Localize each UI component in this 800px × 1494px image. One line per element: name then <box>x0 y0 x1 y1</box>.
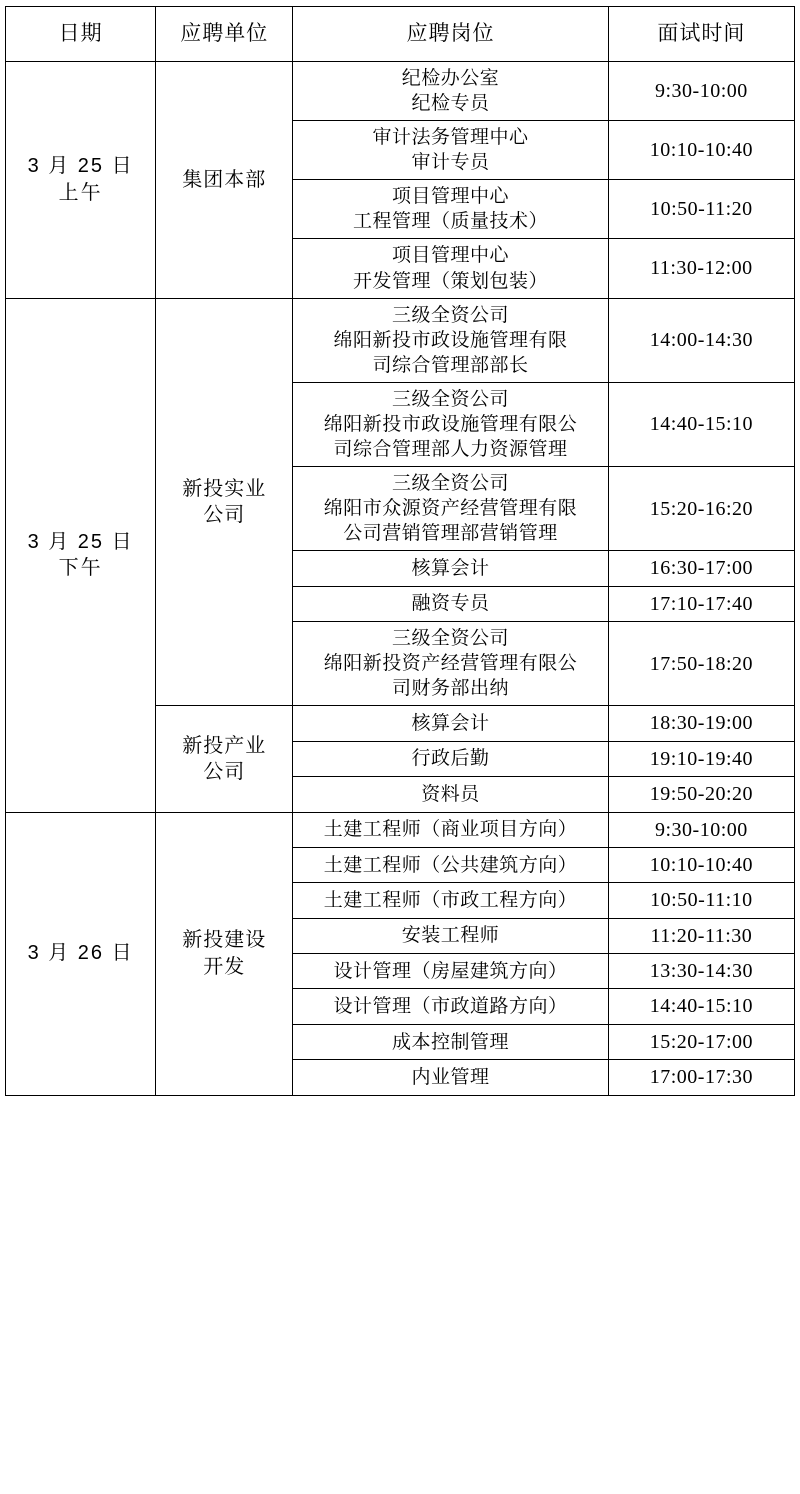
text-line: 核算会计 <box>411 557 490 579</box>
time-cell: 17:00-17:30 <box>608 1060 794 1095</box>
date-cell <box>6 62 156 299</box>
post-cell <box>293 298 608 382</box>
unit-cell <box>156 706 293 812</box>
post-cell <box>293 812 608 847</box>
text-line: 上午 <box>58 181 103 204</box>
post-cell <box>293 551 608 586</box>
time-cell: 13:30-14:30 <box>608 954 794 989</box>
text-line: 融资专员 <box>411 593 490 615</box>
text-line: 新投实业 <box>182 477 267 500</box>
text-line: 成本控制管理 <box>392 1031 510 1053</box>
text-line: 三级全资公司 <box>392 473 510 495</box>
text-line: 土建工程师（公共建筑方向） <box>323 854 578 876</box>
post-cell <box>293 382 608 466</box>
text-line: 绵阳新投市政设施管理有限公 <box>323 413 578 435</box>
column-header-post: 应聘岗位 <box>293 7 608 62</box>
time-cell: 14:40-15:10 <box>608 382 794 466</box>
text-line: 设计管理（市政道路方向） <box>333 996 568 1018</box>
date-cell <box>6 298 156 812</box>
column-header-unit: 应聘单位 <box>156 7 293 62</box>
table-header-row <box>6 7 795 62</box>
time-cell: 14:00-14:30 <box>608 298 794 382</box>
post-cell <box>293 883 608 918</box>
unit-cell <box>156 62 293 299</box>
text-line: 开发管理（策划包装） <box>353 270 549 292</box>
post-cell <box>293 121 608 180</box>
time-cell: 10:10-10:40 <box>608 847 794 882</box>
text-line: 资料员 <box>421 783 480 805</box>
text-line: 3 月 26 日 <box>27 942 134 965</box>
text-line: 司综合管理部人力资源管理 <box>333 439 568 461</box>
post-cell <box>293 777 608 812</box>
post-cell <box>293 918 608 953</box>
time-cell: 16:30-17:00 <box>608 551 794 586</box>
text-line: 新投建设 <box>182 929 267 952</box>
unit-cell <box>156 298 293 706</box>
post-cell <box>293 706 608 741</box>
time-cell: 17:50-18:20 <box>608 622 794 706</box>
text-line: 核算会计 <box>411 713 490 734</box>
time-cell: 10:50-11:10 <box>608 883 794 918</box>
text-line: 开发 <box>203 955 246 978</box>
post-cell <box>293 467 608 551</box>
table-row <box>6 62 795 121</box>
post-cell <box>293 1060 608 1095</box>
text-line: 土建工程师（市政工程方向） <box>323 889 578 911</box>
text-line: 绵阳市众源资产经营管理有限 <box>323 498 578 520</box>
post-cell <box>293 847 608 882</box>
text-line: 公司 <box>203 503 246 526</box>
text-line: 项目管理中心 <box>392 186 510 208</box>
text-line: 纪检专员 <box>411 93 490 115</box>
time-cell: 19:50-20:20 <box>608 777 794 812</box>
text-line: 3 月 25 日 <box>27 155 134 178</box>
text-line: 内业管理 <box>411 1066 490 1088</box>
text-line: 下午 <box>58 557 103 580</box>
text-line: 公司营销管理部营销管理 <box>343 523 558 545</box>
time-cell: 18:30-19:00 <box>608 706 794 741</box>
text-line: 三级全资公司 <box>392 628 510 650</box>
text-line: 三级全资公司 <box>392 304 510 326</box>
post-cell <box>293 741 608 776</box>
post-cell <box>293 62 608 121</box>
text-line: 审计专员 <box>411 152 490 174</box>
table-row <box>6 298 795 382</box>
time-cell: 11:30-12:00 <box>608 239 794 298</box>
post-cell <box>293 954 608 989</box>
date-cell <box>6 812 156 1095</box>
post-cell <box>293 622 608 706</box>
time-cell: 10:50-11:20 <box>608 180 794 239</box>
post-cell <box>293 1024 608 1059</box>
text-line: 集团本部 <box>182 168 267 191</box>
table-body <box>6 62 795 1096</box>
time-cell: 10:10-10:40 <box>608 121 794 180</box>
time-cell: 9:30-10:00 <box>608 812 794 847</box>
time-cell: 19:10-19:40 <box>608 741 794 776</box>
unit-cell <box>156 812 293 1095</box>
post-cell <box>293 586 608 621</box>
text-line: 土建工程师（商业项目方向） <box>323 819 578 841</box>
text-line: 行政后勤 <box>411 748 490 770</box>
text-line: 工程管理（质量技术） <box>353 211 549 233</box>
text-line: 纪检办公室 <box>401 68 500 89</box>
text-line: 公司 <box>203 760 246 783</box>
text-line: 绵阳新投资产经营管理有限公 <box>323 653 578 675</box>
text-line: 司财务部出纳 <box>392 678 510 700</box>
time-cell: 14:40-15:10 <box>608 989 794 1024</box>
text-line: 新投产业 <box>182 734 267 757</box>
post-cell <box>293 989 608 1024</box>
text-line: 三级全资公司 <box>392 388 510 410</box>
post-cell <box>293 239 608 298</box>
column-header-date: 日期 <box>6 7 156 62</box>
text-line: 绵阳新投市政设施管理有限 <box>333 329 568 351</box>
interview-schedule-table <box>5 6 795 1096</box>
text-line: 安装工程师 <box>401 925 500 947</box>
time-cell: 17:10-17:40 <box>608 586 794 621</box>
text-line: 设计管理（房屋建筑方向） <box>333 960 568 982</box>
table-row <box>6 812 795 847</box>
time-cell: 9:30-10:00 <box>608 62 794 121</box>
text-line: 3 月 25 日 <box>27 530 134 553</box>
time-cell: 15:20-17:00 <box>608 1024 794 1059</box>
post-cell <box>293 180 608 239</box>
text-line: 审计法务管理中心 <box>372 127 529 149</box>
table-header <box>6 7 795 62</box>
column-header-time: 面试时间 <box>608 7 794 62</box>
time-cell: 15:20-16:20 <box>608 467 794 551</box>
text-line: 项目管理中心 <box>392 245 510 267</box>
time-cell: 11:20-11:30 <box>608 918 794 953</box>
text-line: 司综合管理部部长 <box>372 354 529 376</box>
